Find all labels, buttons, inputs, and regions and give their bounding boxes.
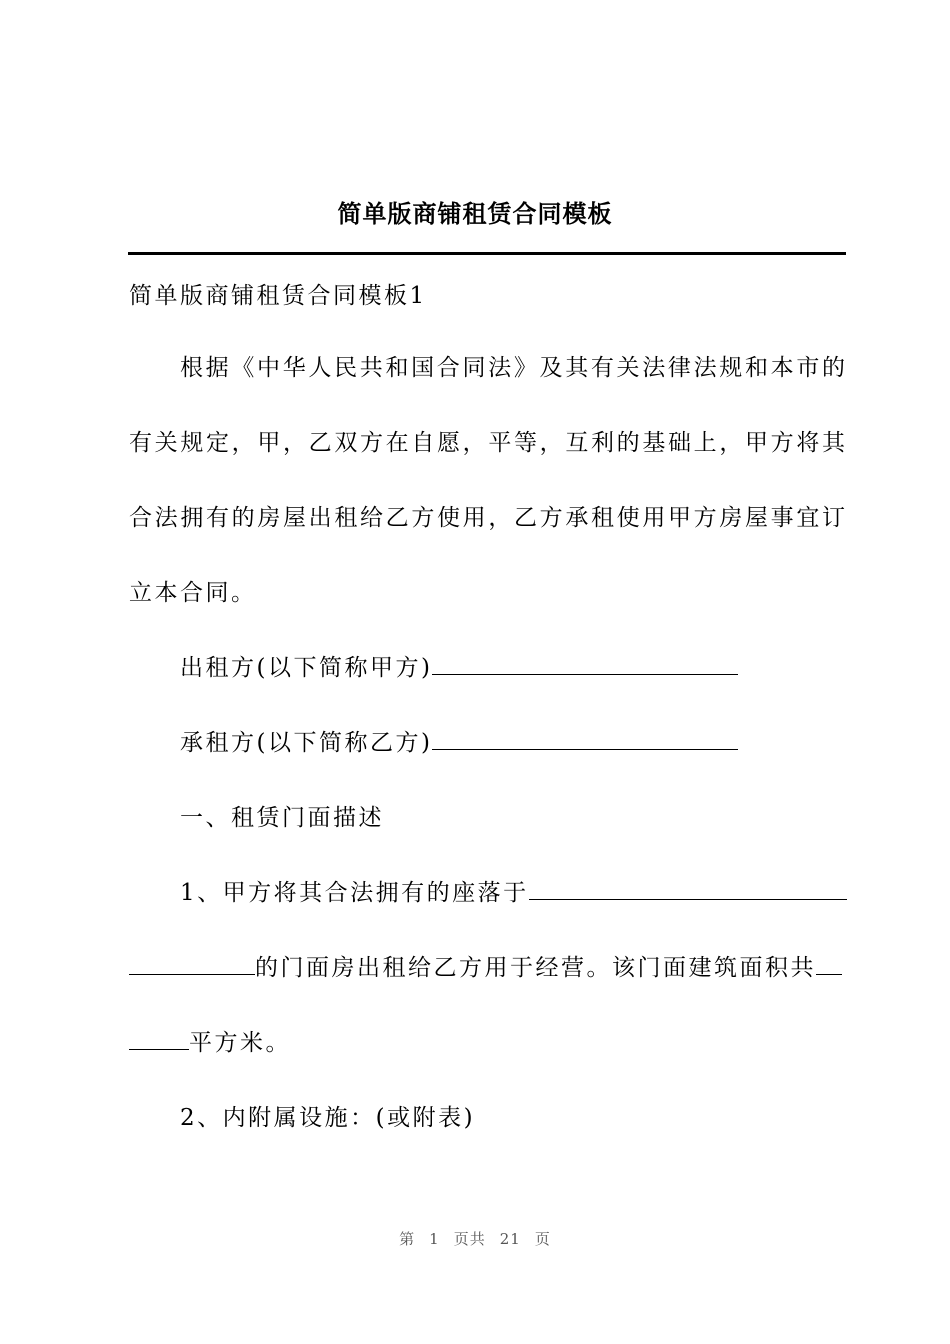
footer-suffix: 页	[534, 1230, 551, 1248]
footer-middle: 页共	[453, 1230, 486, 1248]
lessee-name-blank[interactable]	[432, 725, 738, 750]
intro-line-2: 有关规定，甲，乙双方在自愿，平等，互利的基础上，甲方将其	[129, 430, 845, 456]
intro-line-4: 立本合同。	[129, 580, 257, 606]
page-footer	[0, 1228, 950, 1249]
lessee-line	[180, 725, 845, 761]
clause-1-usage-text: 的门面房出租给乙方用于经营。该门面建筑面积共	[255, 955, 816, 981]
clause-2: 2、内附属设施：(或附表)	[180, 1105, 476, 1131]
clause-1-line-3	[129, 1025, 845, 1061]
lessee-label: 承租方(以下简称乙方)	[180, 730, 433, 756]
title-divider	[128, 252, 846, 255]
area-unit-text: 平方米。	[189, 1030, 291, 1056]
lessor-name-blank[interactable]	[432, 650, 738, 675]
clause-1-line-1	[180, 875, 845, 911]
footer-page-number: 1	[429, 1230, 440, 1248]
area-blank-continued[interactable]	[129, 1025, 189, 1050]
clause-1-text: 1、甲方将其合法拥有的座落于	[180, 880, 529, 906]
footer-prefix: 第	[399, 1230, 416, 1248]
location-blank[interactable]	[529, 875, 847, 900]
section-1-heading: 一、租赁门面描述	[180, 805, 384, 831]
intro-line-3: 合法拥有的房屋出租给乙方使用，乙方承租使用甲方房屋事宜订	[129, 505, 845, 531]
contract-subtitle: 简单版商铺租赁合同模板1	[129, 283, 427, 309]
location-blank-continued[interactable]	[129, 950, 255, 975]
lessor-line	[180, 650, 845, 686]
lessor-label: 出租方(以下简称甲方)	[180, 655, 433, 681]
document-title: 简单版商铺租赁合同模板	[337, 200, 613, 228]
footer-total-pages: 21	[499, 1230, 521, 1248]
clause-1-line-2	[129, 950, 845, 986]
intro-line-1: 根据《中华人民共和国合同法》及其有关法律法规和本市的	[180, 355, 845, 381]
area-blank[interactable]	[816, 950, 842, 975]
